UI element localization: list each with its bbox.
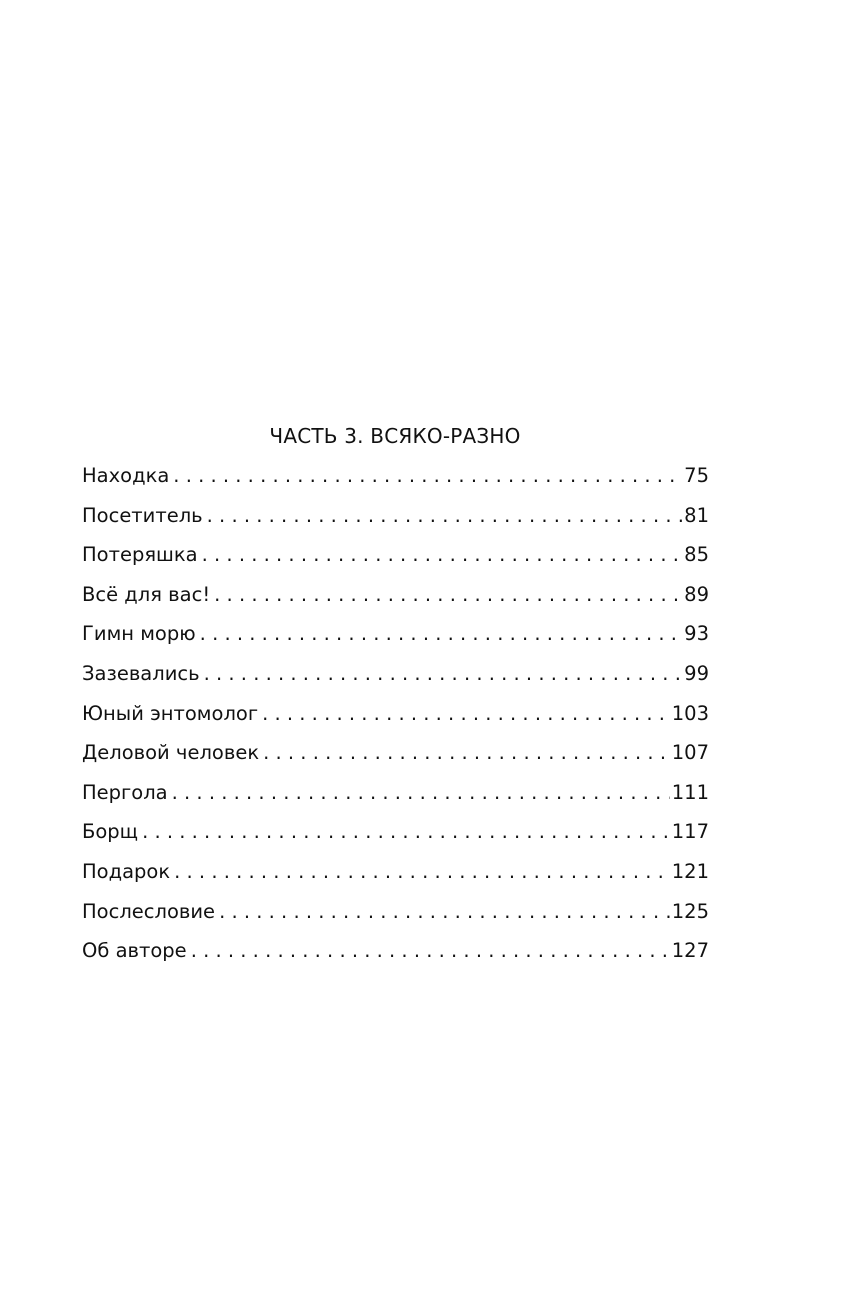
toc-entry-8 bbox=[82, 737, 709, 777]
toc-entry-2 bbox=[82, 500, 709, 540]
toc-entry-9 bbox=[82, 777, 709, 817]
toc-entry-3 bbox=[82, 539, 709, 579]
toc-entry-page: 127 bbox=[671, 939, 709, 963]
dot-leader bbox=[207, 500, 683, 532]
toc-entry-title: Послесловие bbox=[82, 899, 216, 923]
dot-leader bbox=[204, 658, 683, 690]
toc-entry-title: Всё для вас! bbox=[82, 582, 211, 606]
dot-leader bbox=[174, 856, 670, 888]
toc-entry-title: Находка bbox=[82, 464, 170, 487]
toc-entry-page: 111 bbox=[671, 780, 709, 804]
toc-entry-page: 103 bbox=[671, 701, 709, 725]
toc-entry-page: 107 bbox=[671, 741, 709, 765]
toc-entry-page: 117 bbox=[671, 820, 709, 844]
toc-entry-10 bbox=[82, 816, 709, 856]
toc-entry-page: 93 bbox=[684, 622, 709, 646]
toc-entry-page: 99 bbox=[684, 661, 709, 685]
dot-leader bbox=[263, 737, 670, 769]
toc-entry-7 bbox=[82, 698, 709, 738]
dot-leader bbox=[142, 816, 670, 848]
dot-leader bbox=[173, 460, 682, 492]
toc-entry-title: Зазевались bbox=[82, 661, 200, 685]
dot-leader bbox=[200, 618, 683, 650]
toc-entry-page: 121 bbox=[671, 859, 709, 883]
dot-leader bbox=[172, 777, 670, 809]
toc-entry-page: 75 bbox=[684, 464, 709, 487]
dot-leader bbox=[202, 539, 683, 571]
toc-entry-page: 81 bbox=[684, 503, 709, 527]
toc-entry-title: Потеряшка bbox=[82, 543, 198, 567]
toc-entry-title: Подарок bbox=[82, 859, 171, 883]
toc-entry-12 bbox=[82, 896, 709, 936]
table-of-contents bbox=[82, 460, 709, 975]
toc-entry-11 bbox=[82, 856, 709, 896]
toc-entry-page: 125 bbox=[671, 899, 709, 923]
toc-entry-6 bbox=[82, 658, 709, 698]
toc-entry-title: Деловой человек bbox=[82, 741, 260, 765]
toc-entry-title: Пергола bbox=[82, 780, 168, 804]
toc-entry-page: 89 bbox=[684, 582, 709, 606]
dot-leader bbox=[214, 579, 682, 611]
toc-entry-1 bbox=[82, 460, 709, 500]
toc-entry-title: Юный энтомолог bbox=[82, 701, 259, 725]
dot-leader bbox=[219, 896, 670, 928]
toc-entry-4 bbox=[82, 579, 709, 619]
toc-entry-title: Борщ bbox=[82, 820, 139, 844]
part-heading: ЧАСТЬ 3. ВСЯКО-РАЗНО bbox=[269, 424, 521, 448]
toc-entry-13 bbox=[82, 935, 709, 975]
toc-entry-page: 85 bbox=[684, 543, 709, 567]
toc-entry-title: Гимн морю bbox=[82, 622, 196, 646]
toc-entry-5 bbox=[82, 618, 709, 658]
dot-leader bbox=[191, 935, 670, 967]
toc-entry-title: Об авторе bbox=[82, 939, 187, 963]
dot-leader bbox=[262, 698, 670, 730]
toc-entry-title: Посетитель bbox=[82, 503, 203, 527]
